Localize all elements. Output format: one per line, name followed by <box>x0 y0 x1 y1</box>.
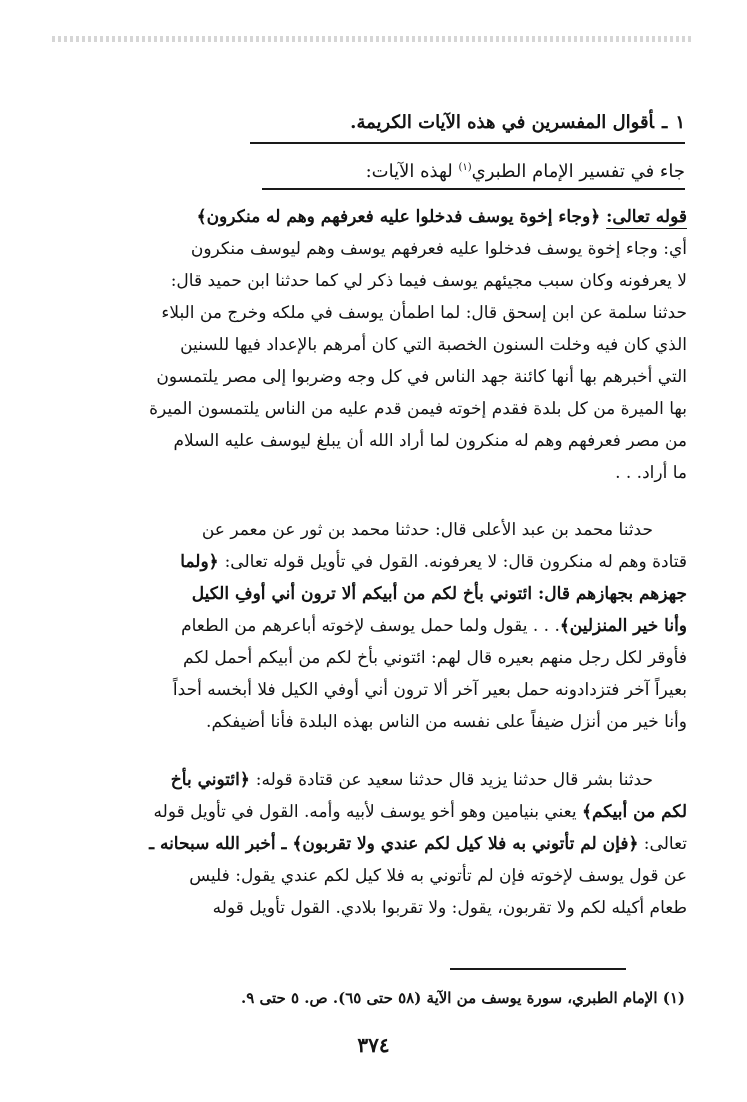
quran-verse: وأنا خير المنزلين﴾ <box>559 616 687 636</box>
verse-intro: قوله تعالى: <box>606 207 687 227</box>
text-line: حدثنا سلمة عن ابن إسحق قال: لما اطمأن يوسف في ملكه وخرج من البلاء <box>161 303 687 323</box>
text-line <box>62 764 687 796</box>
subheading-rule <box>262 188 685 190</box>
quran-verse: ﴿فإن لم تأتوني به فلا كيل لكم عندي ولا تقربون﴾ <box>292 834 639 854</box>
subheading <box>185 152 685 188</box>
text-line: بعيراً آخر فتزدادونه حمل بعير آخر ألا ترون أني أوفي الكيل فلا أبخسه أحداً <box>172 680 687 700</box>
text-span: ـ أخبر الله سبحانه ـ <box>149 834 293 854</box>
paragraph-1 <box>62 201 687 489</box>
paragraph-3 <box>62 764 687 924</box>
text-line: بها الميرة من كل بلدة فقدم إخوته فيمن قدم عليه من الناس يلتمسون الميرة <box>149 399 687 419</box>
text-line <box>62 828 687 860</box>
text-line: من مصر فعرفهم وهم له منكرون لما أراد الله أن يبلغ ليوسف عليه السلام <box>173 431 687 451</box>
paragraph-2 <box>62 514 687 738</box>
text-span: حدثنا بشر قال حدثنا يزيد قال حدثنا سعيد عن قتادة قوله: <box>255 770 653 790</box>
quran-verse: لكم من أبيكم﴾ <box>581 802 687 822</box>
text-span: يعني بنيامين وهو أخو يوسف لأبيه وأمه. القول في تأويل قوله <box>153 802 582 822</box>
text-line: التي أخبرهم بها أنها كائنة جهد الناس في كل وجه وضربوا إلى مصر يلتمسون <box>156 367 687 387</box>
section-heading <box>185 108 685 138</box>
text-line: ما أراد. . . <box>615 463 687 483</box>
text-span: تعالى: <box>638 834 687 854</box>
footnote: (١) الإمام الطبري، سورة يوسف من الآية (٥٨ حتى ٦٥). ص. ٥ حتى ٩. <box>240 989 685 1007</box>
heading-text: أقوال المفسرين في هذه الآيات الكريمة. <box>350 112 655 133</box>
heading-dash: ـ <box>662 112 668 133</box>
subheading-text: جاء في تفسير الإمام الطبري <box>471 161 685 182</box>
text-line: طعام أكيله لكم ولا تقربون، يقول: ولا تقربوا بلادي. القول تأويل قوله <box>212 898 687 918</box>
text-line: فأوقر لكل رجل منهم بعيره قال لهم: ائتوني بأخ لكم من أبيكم أحمل لكم <box>183 648 687 668</box>
footnote-rule <box>450 968 626 970</box>
quran-verse-line: جهزهم بجهازهم قال: ائتوني بأخ لكم من أبيكم ألا ترون أني أوفِ الكيل <box>191 584 687 604</box>
quran-verse: ﴿ائتوني بأخ <box>170 770 256 790</box>
text-line: لا يعرفونه وكان سبب مجيئهم يوسف فيما ذكر لي كما حدثنا ابن حميد قال: <box>170 271 687 291</box>
quran-verse: ﴿ولما <box>180 552 225 572</box>
text-line <box>62 610 687 642</box>
text-span: قتادة وهم له منكرون قال: لا يعرفونه. القول في تأويل قوله تعالى: <box>224 552 687 572</box>
heading-rule <box>250 142 685 144</box>
text-line <box>62 201 687 233</box>
text-line: عن قول يوسف لإخوته فإن لم تأتوني به فلا كيل لكم عندي يقول: فليس <box>189 866 687 886</box>
text-line: الذي كان فيه وخلت السنون الخصبة التي كان أمرهم بالإعداد فيها للسنين <box>180 335 687 355</box>
heading-number: ١ <box>675 112 685 133</box>
text-line <box>62 796 687 828</box>
text-line: وأنا خير من أنزل ضيفاً على نفسه من الناس بهذه البلدة فأنا أضيفكم. <box>206 712 687 732</box>
scan-edge <box>52 36 692 42</box>
page-number: ٣٧٤ <box>357 1033 390 1057</box>
text-line: أي: وجاء إخوة يوسف فدخلوا عليه فعرفهم يوسف وهم ليوسف منكرون <box>190 239 687 259</box>
quran-verse: ﴿وجاء إخوة يوسف فدخلوا عليه فعرفهم وهم له منكرون﴾ <box>196 207 607 227</box>
text-line <box>62 546 687 578</box>
text-line: حدثنا محمد بن عبد الأعلى قال: حدثنا محمد بن ثور عن معمر عن <box>201 520 653 540</box>
subheading-tail: لهذه الآيات: <box>365 161 459 182</box>
footnote-ref[interactable]: (١) <box>458 162 472 173</box>
text-span: . . . يقول ولما حمل يوسف لإخوته أباعرهم من الطعام <box>181 616 560 636</box>
